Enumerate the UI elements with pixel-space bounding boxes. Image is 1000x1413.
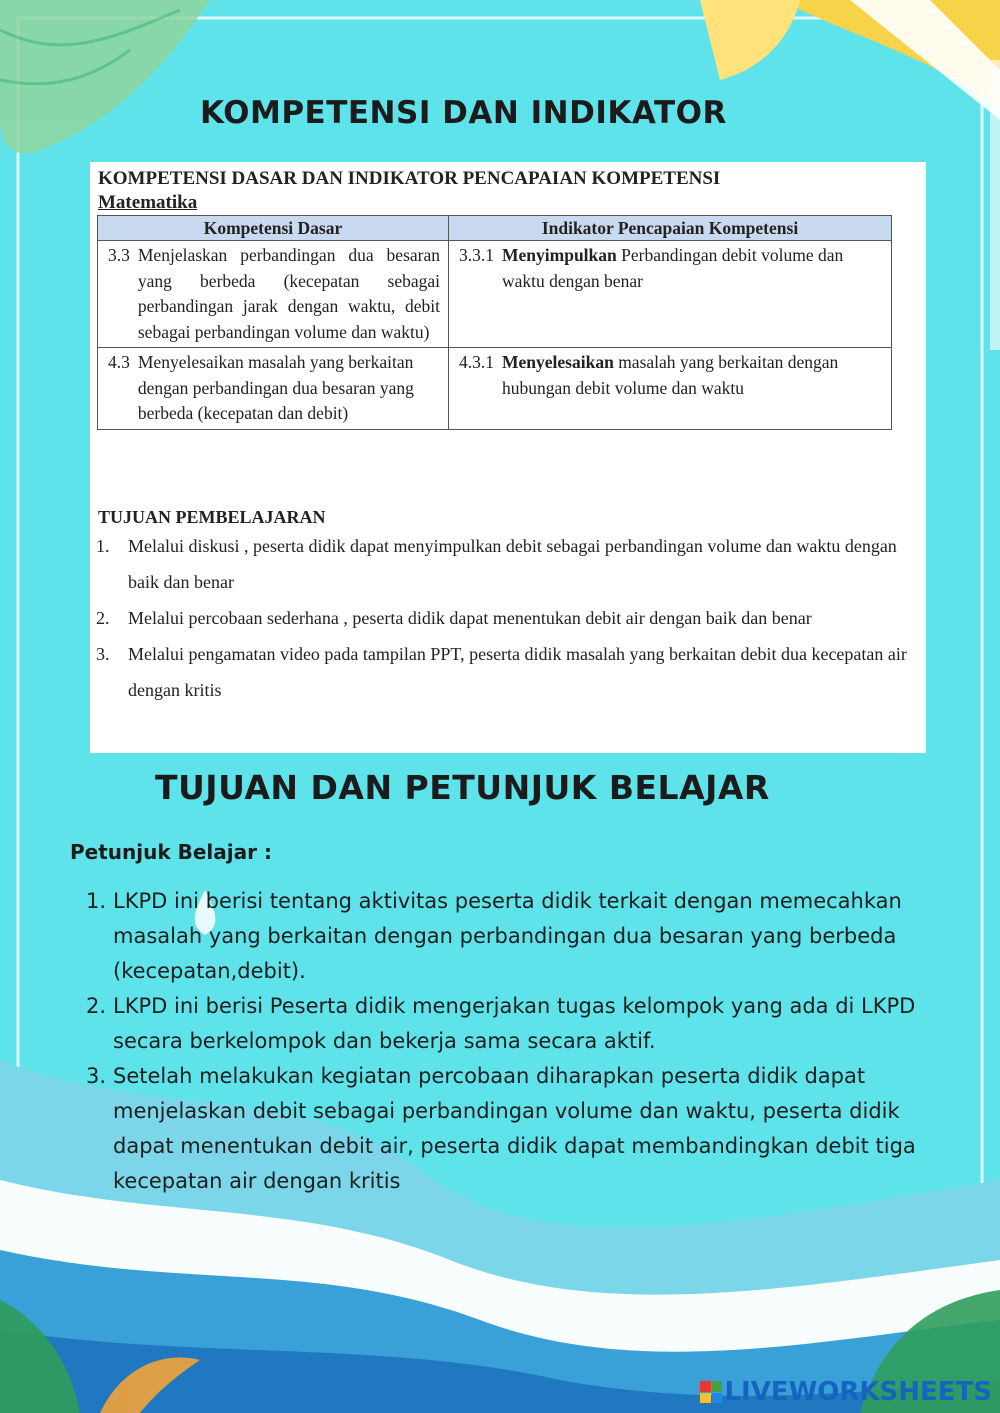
competency-document — [90, 162, 926, 753]
section-title: TUJUAN DAN PETUNJUK BELAJAR — [155, 768, 770, 807]
list-number: 3. — [96, 644, 110, 664]
instructions-list — [86, 884, 936, 1199]
list-text: Melalui pengamatan video pada tampilan PPT, peserta didik masalah yang berkaitan debit dua kecepatan air dengan kritis — [128, 644, 907, 700]
table-cell — [449, 241, 892, 348]
list-number: 2. — [96, 608, 110, 628]
list-item — [90, 636, 910, 708]
list-item — [90, 600, 910, 636]
table-row — [98, 241, 892, 348]
list-item — [86, 989, 936, 1059]
instructions-label: Petunjuk Belajar : — [70, 840, 272, 864]
indicator-verb: Menyelesaikan — [502, 352, 614, 372]
kd-number: 4.3 — [108, 352, 130, 372]
page-title: KOMPETENSI DAN INDIKATOR — [200, 95, 727, 131]
table-header-row — [98, 216, 892, 241]
list-text: Setelah melakukan kegiatan percobaan diharapkan peserta didik dapat menjelaskan debit sebagai perbandingan volume dan waktu, peserta didik dapat menentukan debit air, peserta didik dapat membandingkan debit tiga kecepatan air dengan kritis — [113, 1064, 916, 1193]
competency-table — [97, 215, 892, 430]
list-item — [86, 1059, 936, 1199]
table-row — [98, 348, 892, 430]
indicator-verb: Menyimpulkan — [502, 245, 617, 265]
indicator-text — [502, 243, 883, 294]
list-number: 1. — [86, 889, 107, 913]
list-text: Melalui percobaan sederhana , peserta didik dapat menentukan debit air dengan baik dan benar — [128, 608, 812, 628]
kd-text: Menyelesaikan masalah yang berkaitan dengan perbandingan dua besaran yang berbeda (kecepatan dan debit) — [137, 352, 414, 423]
list-text: LKPD ini berisi Peserta didik mengerjakan tugas kelompok yang ada di LKPD secara berkelompok dan bekerja sama secara aktif. — [113, 994, 916, 1053]
liveworksheets-brand[interactable] — [700, 1377, 992, 1407]
kd-text: Menjelaskan perbandingan dua besaran yang berbeda (kecepatan sebagai perbandingan jarak dengan waktu, debit sebagai perbandingan volume dan waktu) — [137, 245, 440, 342]
learning-objectives-heading: TUJUAN PEMBELAJARAN — [98, 507, 326, 527]
list-number: 2. — [86, 994, 107, 1018]
list-item — [86, 884, 936, 989]
kd-number: 3.3 — [108, 245, 130, 265]
indicator-number: 4.3.1 — [459, 352, 494, 372]
table-cell — [449, 348, 892, 430]
list-number: 1. — [96, 536, 110, 556]
table-cell — [98, 241, 449, 348]
document-heading: KOMPETENSI DASAR DAN INDIKATOR PENCAPAIAN KOMPETENSI — [98, 168, 721, 189]
indicator-detail: masalah yang berkaitan dengan hubungan debit volume dan waktu — [502, 352, 839, 398]
brand-logo-icon — [700, 1381, 722, 1403]
brand-name: LIVEWORKSHEETS — [724, 1377, 992, 1407]
indicator-number: 3.3.1 — [459, 245, 494, 265]
list-number: 3. — [86, 1064, 107, 1088]
table-cell — [98, 348, 449, 430]
learning-objectives-list — [90, 528, 910, 708]
document-subject: Matematika — [98, 192, 198, 213]
indicator-detail: Perbandingan debit volume dan waktu dengan benar — [502, 245, 844, 291]
column-header: Indikator Pencapaian Kompetensi — [449, 216, 892, 241]
list-text: Melalui diskusi , peserta didik dapat menyimpulkan debit sebagai perbandingan volume dan waktu dengan baik dan benar — [128, 536, 897, 592]
list-text: LKPD ini berisi tentang aktivitas peserta didik terkait dengan memecahkan masalah yang berkaitan dengan perbandingan dua besaran yang berbeda (kecepatan,debit). — [113, 889, 902, 983]
indicator-text — [502, 350, 883, 401]
column-header: Kompetensi Dasar — [98, 216, 449, 241]
list-item — [90, 528, 910, 600]
